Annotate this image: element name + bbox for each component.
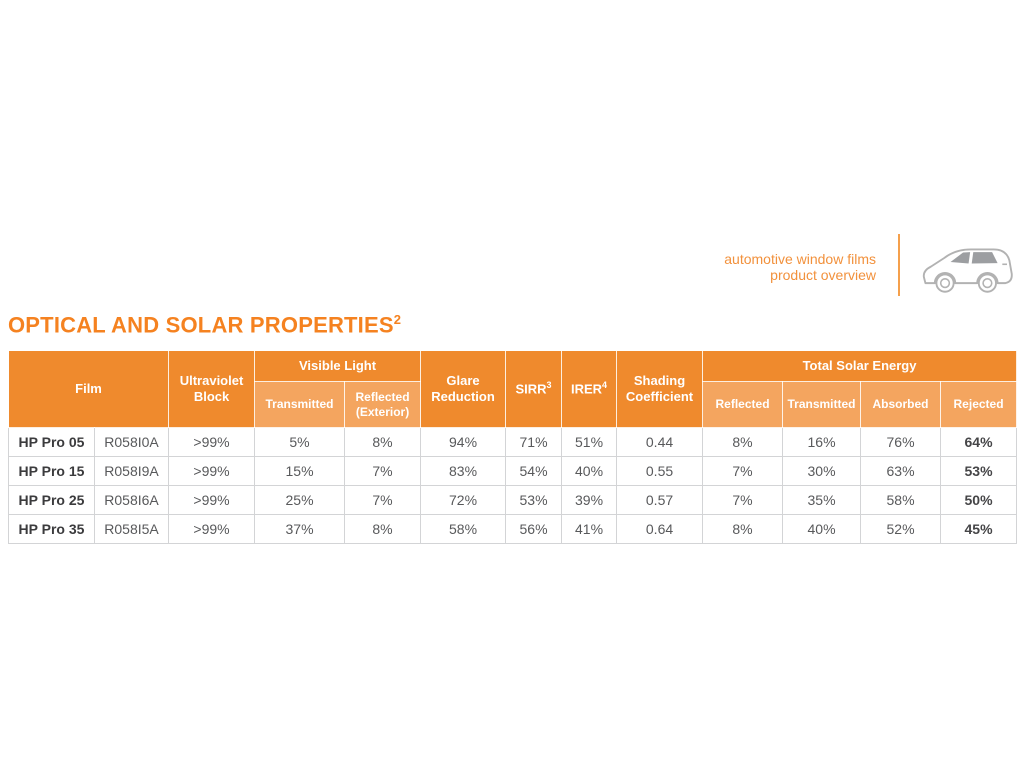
cell-film-code: R058I5A (95, 515, 169, 544)
col-header-film: Film (9, 351, 169, 428)
cell-vl-transmitted: 37% (255, 515, 345, 544)
cell-tse-reflected: 8% (703, 428, 783, 457)
cell-film-name: HP Pro 15 (9, 457, 95, 486)
tagline-line2: product overview (770, 267, 876, 283)
page-title (8, 312, 401, 338)
cell-tse-rejected: 53% (941, 457, 1017, 486)
subheader-vl-reflected-exterior: Reflected (Exterior) (345, 382, 421, 428)
cell-tse-transmitted: 35% (783, 486, 861, 515)
cell-vl-reflected: 7% (345, 486, 421, 515)
cell-uv-block: >99% (169, 515, 255, 544)
table-row (9, 515, 1017, 544)
cell-film-code: R058I6A (95, 486, 169, 515)
col-header-shading-coefficient: Shading Coefficient (617, 351, 703, 428)
cell-irer: 40% (562, 457, 617, 486)
cell-glare-reduction: 72% (421, 486, 506, 515)
cell-tse-reflected: 7% (703, 457, 783, 486)
cell-tse-reflected: 7% (703, 486, 783, 515)
cell-sirr: 53% (506, 486, 562, 515)
cell-uv-block: >99% (169, 428, 255, 457)
cell-shading-coefficient: 0.64 (617, 515, 703, 544)
table-row (9, 428, 1017, 457)
subheader-tse-rejected: Rejected (941, 382, 1017, 428)
cell-tse-transmitted: 30% (783, 457, 861, 486)
sirr-label: SIRR (515, 381, 547, 397)
car-icon (916, 240, 1018, 298)
cell-tse-rejected: 45% (941, 515, 1017, 544)
page-title-superscript: 2 (393, 312, 402, 327)
cell-tse-rejected: 64% (941, 428, 1017, 457)
optical-solar-properties-table (8, 350, 1017, 544)
cell-vl-reflected: 7% (345, 457, 421, 486)
cell-uv-block: >99% (169, 457, 255, 486)
cell-tse-reflected: 8% (703, 515, 783, 544)
cell-glare-reduction: 58% (421, 515, 506, 544)
irer-superscript: 4 (602, 380, 608, 391)
cell-vl-transmitted: 5% (255, 428, 345, 457)
cell-sirr: 71% (506, 428, 562, 457)
subheader-tse-transmitted: Transmitted (783, 382, 861, 428)
divider-line (898, 234, 900, 296)
cell-tse-absorbed: 58% (861, 486, 941, 515)
irer-label: IRER (570, 381, 603, 397)
col-header-total-solar-energy: Total Solar Energy (703, 351, 1017, 382)
cell-irer: 39% (562, 486, 617, 515)
cell-glare-reduction: 94% (421, 428, 506, 457)
cell-tse-absorbed: 63% (861, 457, 941, 486)
cell-tse-transmitted: 16% (783, 428, 861, 457)
data-table (8, 350, 1017, 544)
col-header-irer (562, 351, 617, 428)
subheader-tse-reflected: Reflected (703, 382, 783, 428)
cell-film-name: HP Pro 05 (9, 428, 95, 457)
cell-irer: 41% (562, 515, 617, 544)
cell-sirr: 56% (506, 515, 562, 544)
col-header-ultraviolet-block: Ultraviolet Block (169, 351, 255, 428)
cell-vl-transmitted: 25% (255, 486, 345, 515)
cell-film-name: HP Pro 25 (9, 486, 95, 515)
cell-shading-coefficient: 0.44 (617, 428, 703, 457)
subheader-tse-absorbed: Absorbed (861, 382, 941, 428)
cell-film-name: HP Pro 35 (9, 515, 95, 544)
page-title-text: OPTICAL AND SOLAR PROPERTIES (8, 312, 394, 338)
table-row (9, 486, 1017, 515)
cell-glare-reduction: 83% (421, 457, 506, 486)
cell-tse-absorbed: 52% (861, 515, 941, 544)
cell-tse-absorbed: 76% (861, 428, 941, 457)
col-header-sirr (506, 351, 562, 428)
cell-vl-transmitted: 15% (255, 457, 345, 486)
cell-tse-transmitted: 40% (783, 515, 861, 544)
cell-vl-reflected: 8% (345, 515, 421, 544)
sirr-superscript: 3 (546, 380, 552, 391)
col-header-glare-reduction: Glare Reduction (421, 351, 506, 428)
cell-vl-reflected: 8% (345, 428, 421, 457)
cell-shading-coefficient: 0.55 (617, 457, 703, 486)
tagline (724, 251, 876, 283)
subheader-vl-transmitted: Transmitted (255, 382, 345, 428)
col-header-visible-light: Visible Light (255, 351, 421, 382)
tagline-line1: automotive window films (724, 251, 876, 267)
cell-film-code: R058I9A (95, 457, 169, 486)
cell-film-code: R058I0A (95, 428, 169, 457)
cell-shading-coefficient: 0.57 (617, 486, 703, 515)
table-row (9, 457, 1017, 486)
cell-tse-rejected: 50% (941, 486, 1017, 515)
cell-sirr: 54% (506, 457, 562, 486)
cell-uv-block: >99% (169, 486, 255, 515)
cell-irer: 51% (562, 428, 617, 457)
